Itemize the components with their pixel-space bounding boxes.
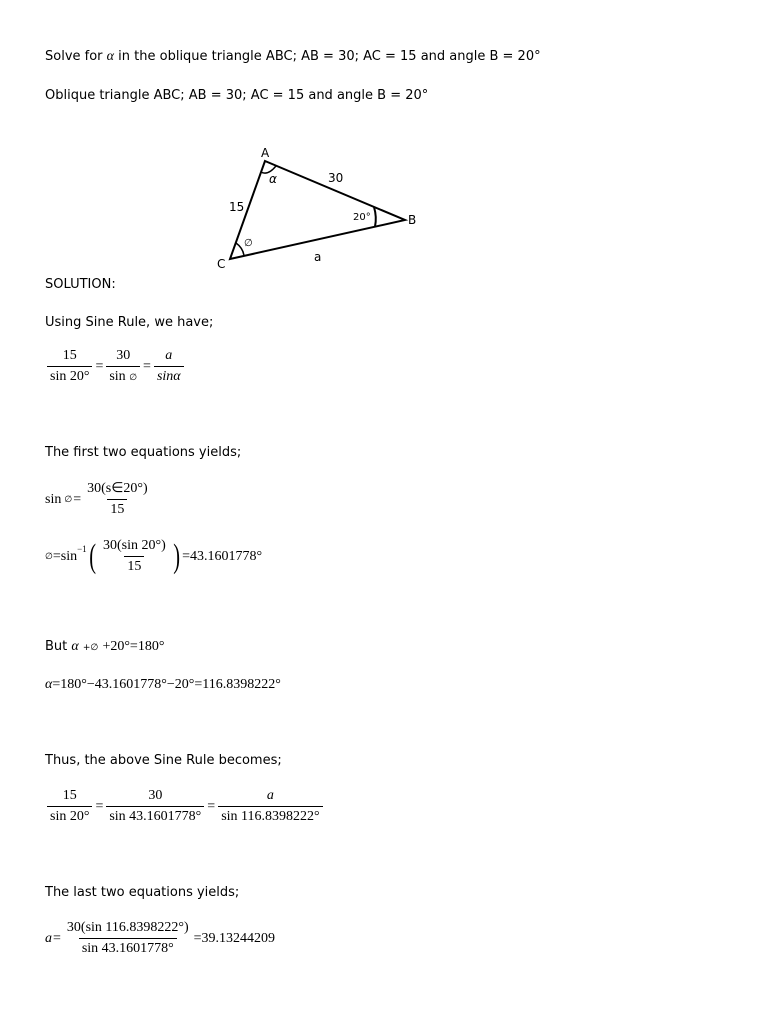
question-alpha: α [106, 49, 115, 64]
vertex-c-label: C [217, 257, 226, 271]
fraction: $\frac{15}{\sin 20^\circ}$ [47, 788, 92, 825]
fraction: $\frac{15}{\sin 20^\circ}$ [47, 348, 92, 385]
angle-c-arc [236, 243, 244, 256]
fraction: $\frac{30(\sin 116.8398222^\circ)}{\sin 43.1601778^\circ}$ [66, 920, 189, 957]
equation-sin-phi: sin ∅ = $\frac{30(s\in 20^\circ)}{15}$ [45, 481, 153, 518]
equation-sine-rule: $\frac{15}{\sin 20^\circ}$ = $\frac{30}{\sin \emptyset}$ = $\frac{a}{\sin\alpha}$ [45, 348, 186, 385]
fraction: $\frac{30(\sin 20^\circ)}{15}$ [102, 538, 166, 575]
angle-a-label: α [269, 172, 277, 186]
question-prefix: Solve for [45, 49, 103, 64]
vertex-b-label: B [408, 213, 417, 227]
triangle-diagram [205, 140, 435, 275]
fraction: $\frac{a}{\sin 116.8398222^\circ}$ [218, 788, 322, 825]
vertex-a-label: A [261, 146, 270, 160]
thus-text: Thus, the above Sine Rule becomes; [45, 753, 282, 768]
side-cb-label: a [314, 250, 322, 264]
sine-rule-intro: Using Sine Rule, we have; [45, 315, 214, 330]
angle-sum-line: But α +∅ +20°=180° [45, 639, 165, 654]
given-line: Oblique triangle ABC; AB = 30; AC = 15 and angle B = 20° [45, 88, 429, 103]
equation-a-value: a = $\frac{30(\sin 116.8398222^\circ)}{\sin 43.1601778^\circ}$ =39.13244209 [45, 920, 276, 957]
question-line [45, 50, 541, 64]
angle-b-label: 20° [353, 212, 371, 223]
alpha-value-line: α=180°−43.1601778°−20°=116.8398222° [45, 677, 281, 692]
solution-heading: SOLUTION: [45, 277, 116, 292]
side-ab-label: 30 [328, 171, 344, 185]
side-ac-label: 15 [229, 200, 245, 214]
first-two-text: The first two equations yields; [45, 445, 242, 460]
angle-c-label: ∅ [244, 238, 253, 249]
equation-phi-value: ∅ =sin $^{-1}$ ( $\frac{30(\sin 20^\circ)}{15}$ ) =43.1601778° [45, 537, 263, 575]
fraction: $\frac{30}{\sin 43.1601778^\circ}$ [106, 788, 204, 825]
fraction: $\frac{a}{\sin\alpha}$ [154, 348, 184, 385]
last-two-text: The last two equations yields; [45, 885, 240, 900]
fraction: $\frac{30}{\sin \emptyset}$ [106, 348, 140, 385]
triangle-shape [230, 161, 405, 259]
equation-sine-rule-numeric: $\frac{15}{\sin 20^\circ}$ = $\frac{30}{\sin 43.1601778^\circ}$ = $\frac{a}{\sin 116.8398222^\circ}$ [45, 788, 325, 825]
angle-b-arc [374, 207, 376, 227]
fraction: $\frac{30(s\in 20^\circ)}{15}$ [87, 481, 148, 518]
question-suffix: in the oblique triangle ABC; AB = 30; AC = 15 and angle B = 20° [118, 49, 541, 64]
